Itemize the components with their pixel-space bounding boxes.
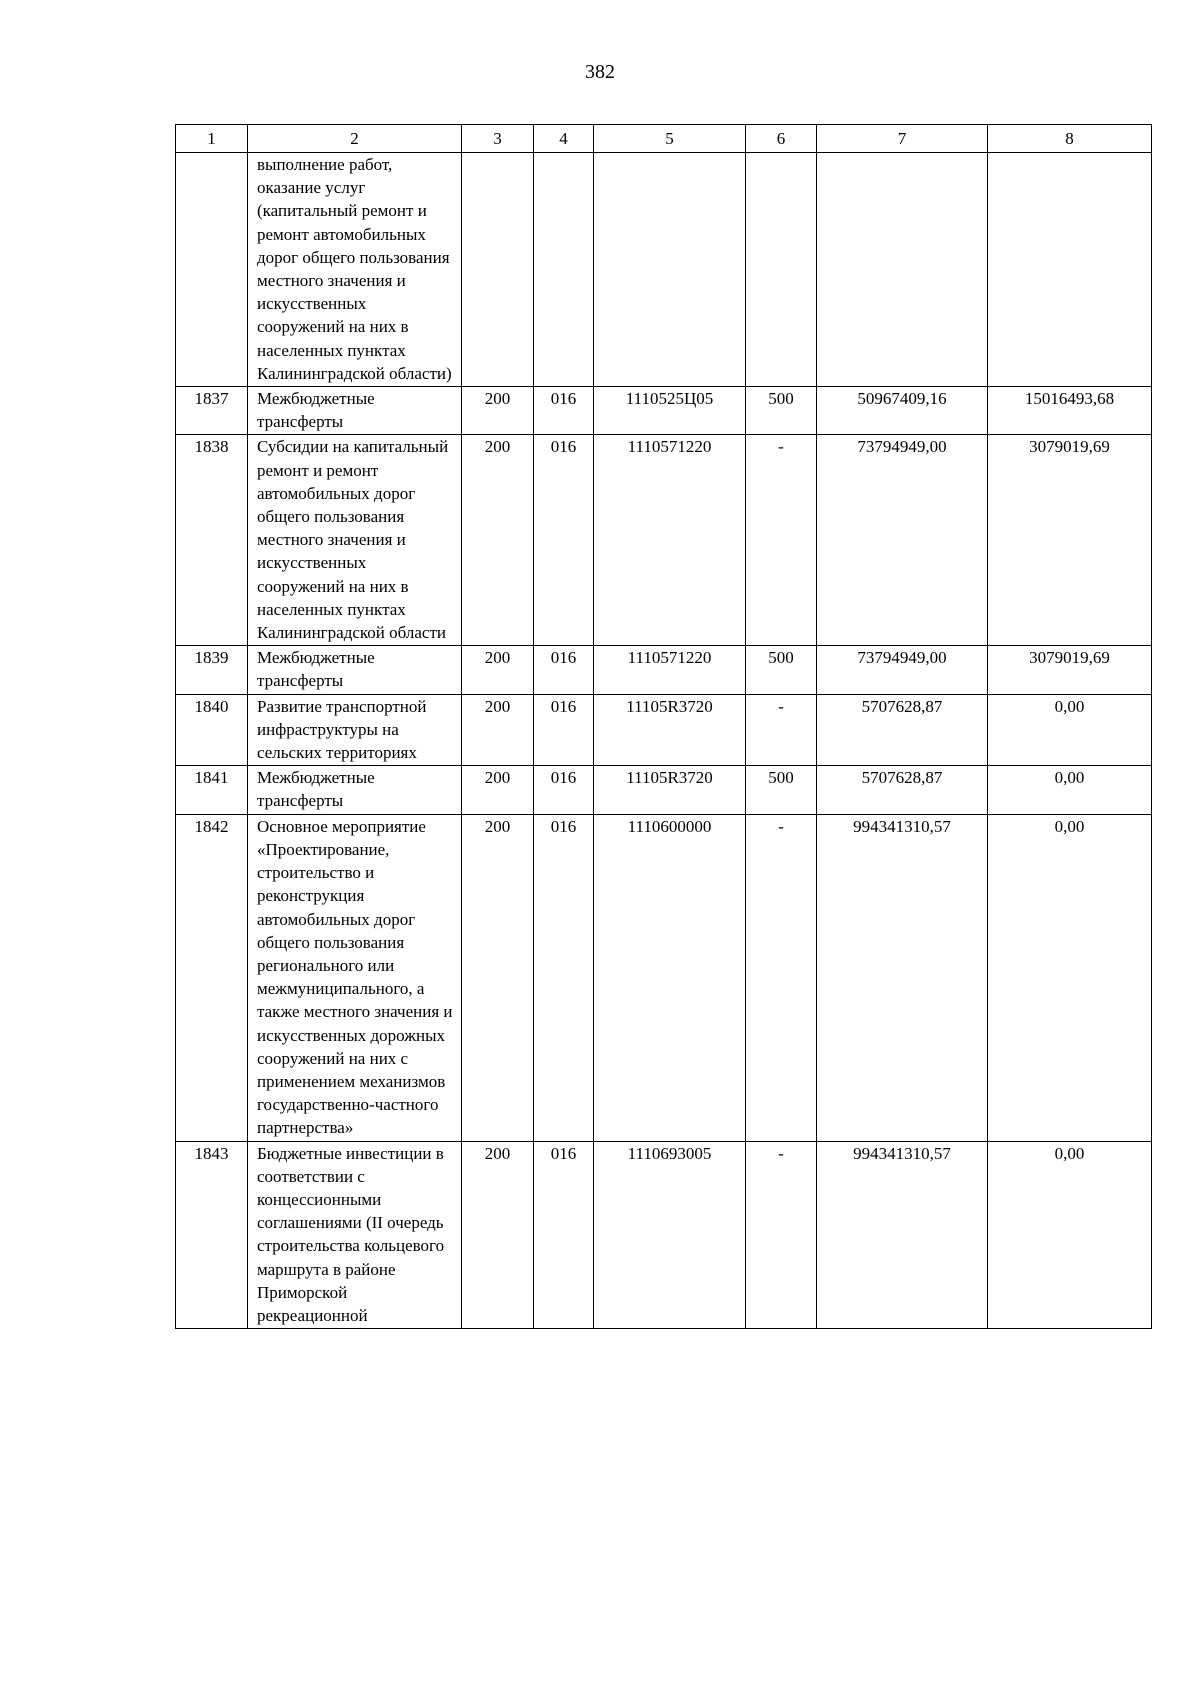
row-type: -: [746, 694, 817, 766]
row-amount-7: 73794949,00: [817, 435, 988, 646]
column-header: 3: [462, 125, 534, 153]
row-name: Межбюджетные трансферты: [248, 387, 462, 435]
row-amount-8: 3079019,69: [988, 646, 1152, 694]
row-amount-7: 994341310,57: [817, 814, 988, 1141]
table-row: [176, 766, 1152, 814]
row-target: 1110571220: [594, 646, 746, 694]
row-amount-8: 0,00: [988, 694, 1152, 766]
table-row: [176, 694, 1152, 766]
row-code: 200: [462, 814, 534, 1141]
row-section: [534, 153, 594, 387]
row-amount-7: 5707628,87: [817, 694, 988, 766]
row-amount-8: 0,00: [988, 1141, 1152, 1329]
row-target: 11105R3720: [594, 694, 746, 766]
column-header: 7: [817, 125, 988, 153]
row-target: 11105R3720: [594, 766, 746, 814]
row-number: [176, 153, 248, 387]
row-target: 1110693005: [594, 1141, 746, 1329]
table-row: [176, 1141, 1152, 1329]
column-header: 5: [594, 125, 746, 153]
header-row: [176, 125, 1152, 153]
budget-table: [175, 124, 1152, 1329]
row-number: 1838: [176, 435, 248, 646]
row-section: 016: [534, 435, 594, 646]
table-row: [176, 435, 1152, 646]
row-number: 1837: [176, 387, 248, 435]
column-header: 6: [746, 125, 817, 153]
row-amount-7: 994341310,57: [817, 1141, 988, 1329]
row-number: 1840: [176, 694, 248, 766]
row-type: -: [746, 435, 817, 646]
row-amount-8: 15016493,68: [988, 387, 1152, 435]
row-type: 500: [746, 387, 817, 435]
row-amount-8: [988, 153, 1152, 387]
column-header: 4: [534, 125, 594, 153]
row-section: 016: [534, 814, 594, 1141]
table-row: [176, 387, 1152, 435]
row-name: Бюджетные инвестиции в соответствии с концессионными соглашениями (II очередь строительства кольцевого маршрута в районе Приморской рекреационной: [248, 1141, 462, 1329]
row-section: 016: [534, 1141, 594, 1329]
row-section: 016: [534, 766, 594, 814]
row-target: 1110600000: [594, 814, 746, 1141]
column-header: 2: [248, 125, 462, 153]
row-code: 200: [462, 766, 534, 814]
row-number: 1839: [176, 646, 248, 694]
table-row: [176, 814, 1152, 1141]
row-name: Межбюджетные трансферты: [248, 646, 462, 694]
row-name: Межбюджетные трансферты: [248, 766, 462, 814]
column-header: 1: [176, 125, 248, 153]
row-section: 016: [534, 646, 594, 694]
row-type: -: [746, 1141, 817, 1329]
row-amount-7: 50967409,16: [817, 387, 988, 435]
row-target: 1110571220: [594, 435, 746, 646]
table-row: [176, 153, 1152, 387]
row-type: [746, 153, 817, 387]
row-amount-7: 73794949,00: [817, 646, 988, 694]
row-code: 200: [462, 387, 534, 435]
row-target: 1110525Ц05: [594, 387, 746, 435]
row-number: 1843: [176, 1141, 248, 1329]
row-code: 200: [462, 1141, 534, 1329]
row-amount-7: [817, 153, 988, 387]
row-section: 016: [534, 387, 594, 435]
row-type: 500: [746, 646, 817, 694]
row-number: 1841: [176, 766, 248, 814]
row-amount-8: 0,00: [988, 766, 1152, 814]
row-code: [462, 153, 534, 387]
row-type: 500: [746, 766, 817, 814]
row-code: 200: [462, 694, 534, 766]
row-type: -: [746, 814, 817, 1141]
row-name: Развитие транспортной инфраструктуры на сельских территориях: [248, 694, 462, 766]
table-row: [176, 646, 1152, 694]
row-name: выполнение работ, оказание услуг (капитальный ремонт и ремонт автомобильных дорог общего пользования местного значения и искусственных сооружений на них в населенных пунктах Калининградской области): [248, 153, 462, 387]
row-code: 200: [462, 646, 534, 694]
column-header: 8: [988, 125, 1152, 153]
page-number: 382: [585, 61, 615, 83]
row-amount-8: 3079019,69: [988, 435, 1152, 646]
row-target: [594, 153, 746, 387]
row-name: Субсидии на капитальный ремонт и ремонт автомобильных дорог общего пользования местного значения и искусственных сооружений на них в населенных пунктах Калининградской области: [248, 435, 462, 646]
row-amount-7: 5707628,87: [817, 766, 988, 814]
row-name: Основное мероприятие «Проектирование, строительство и реконструкция автомобильных дорог общего пользования регионального или межмуниципального, а также местного значения и искусственных дорожных сооружений на них с применением механизмов государственно-частного партнерства»: [248, 814, 462, 1141]
row-code: 200: [462, 435, 534, 646]
row-amount-8: 0,00: [988, 814, 1152, 1141]
row-number: 1842: [176, 814, 248, 1141]
row-section: 016: [534, 694, 594, 766]
